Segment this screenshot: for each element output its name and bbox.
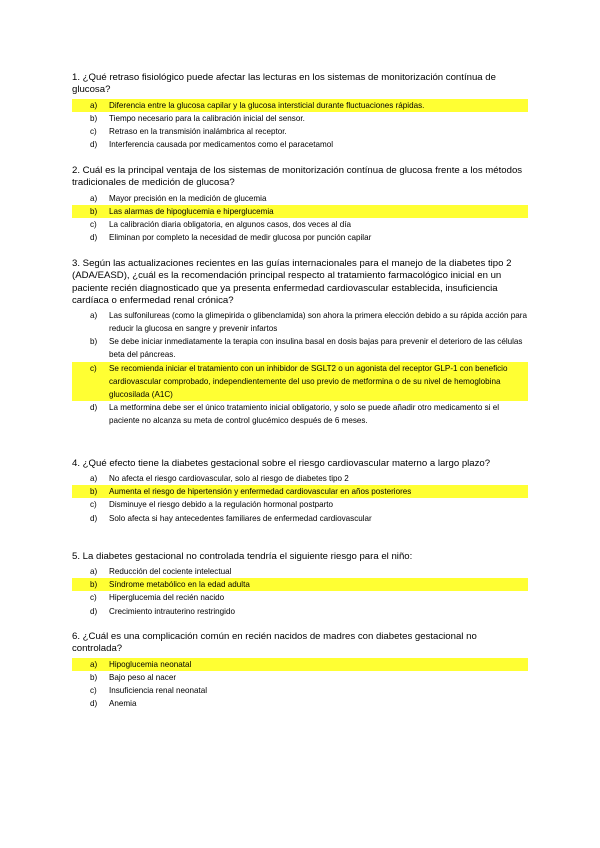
option-label: b) <box>90 337 98 347</box>
option-6b <box>72 671 528 684</box>
question-1-options <box>72 99 528 151</box>
question-3 <box>72 258 528 427</box>
option-label: d) <box>90 513 98 523</box>
option-label: d) <box>90 698 98 708</box>
option-text: Solo afecta si hay antecedentes familiares de enfermedad cardiovascular <box>109 513 372 523</box>
option-text: La calibración diaria obligatoria, en algunos casos, dos veces al día <box>109 219 352 229</box>
option-label: d) <box>90 606 98 616</box>
option-text: La metformina debe ser el único tratamiento inicial obligatorio, y solo se puede añadir otro medicamento si el paciente no alcanza su meta de control glucémico después de 6 meses. <box>109 402 500 425</box>
question-5 <box>72 551 528 618</box>
question-5-options <box>72 565 528 617</box>
option-text: Crecimiento intrauterino restringido <box>109 606 235 616</box>
option-5c <box>72 591 528 604</box>
option-5a <box>72 565 528 578</box>
option-1c <box>72 125 528 138</box>
option-text: No afecta el riesgo cardiovascular, solo al riesgo de diabetes tipo 2 <box>109 474 349 484</box>
option-4c <box>72 498 528 511</box>
option-label: d) <box>90 139 98 149</box>
question-2 <box>72 165 528 244</box>
question-1-text: 1. ¿Qué retraso fisiológico puede afectar las lecturas en los sistemas de monitorización contínua de glucosa? <box>72 72 496 96</box>
option-label: a) <box>90 474 98 484</box>
question-3-text: 3. Según las actualizaciones recientes en las guías internacionales para el manejo de la diabetes tipo 2 (ADA/EASD), ¿cuál es la recomendación principal respecto al tratamiento farmacológico inicial en un paciente recién diagnosticado que ya presenta enfermedad cardiovascular establecida, insuficiencia cardíaca o enfermedad renal crónica? <box>72 258 512 306</box>
option-text: Disminuye el riesgo debido a la regulación hormonal postparto <box>109 500 334 510</box>
option-text: Eliminan por completo la necesidad de medir glucosa por punción capilar <box>109 232 372 242</box>
question-2-text: 2. Cuál es la principal ventaja de los sistemas de monitorización contínua de glucosa frente a los métodos tradicionales de medición de glucosa? <box>72 165 523 189</box>
option-text: Las sulfonilureas (como la glimepirida o glibenclamida) son ahora la primera elección debido a su rápida acción para reducir la glucosa en sangre y prevenir infartos <box>109 311 527 334</box>
option-label: d) <box>90 232 98 242</box>
option-text: Hiperglucemia del recién nacido <box>109 593 225 603</box>
option-text: Se debe iniciar inmediatamente la terapia con insulina basal en dosis bajas para prevenir el deterioro de las células beta del páncreas. <box>109 337 523 360</box>
option-label: c) <box>90 685 97 695</box>
option-label: a) <box>90 193 98 203</box>
option-4d <box>72 512 528 525</box>
option-text: Diferencia entre la glucosa capilar y la glucosa intersticial durante fluctuaciones rápidas. <box>109 100 425 110</box>
option-2d <box>72 231 528 244</box>
option-text: Aumenta el riesgo de hipertensión y enfermedad cardiovascular en años posteriores <box>109 487 412 497</box>
question-2-options <box>72 192 528 244</box>
option-2b <box>72 205 528 218</box>
option-3b <box>72 335 528 361</box>
question-6-options <box>72 658 528 710</box>
option-text: Se recomienda iniciar el tratamiento con un inhibidor de SGLT2 o un agonista del receptor GLP-1 con beneficio cardiovascular comprobado, independientemente del uso previo de metformina o de su nivel de hemoglobina glucosilada (A1C) <box>109 363 508 399</box>
option-3c <box>72 362 528 401</box>
option-1d <box>72 138 528 151</box>
option-label: b) <box>90 672 98 682</box>
option-text: Las alarmas de hipoglucemia e hiperglucemia <box>109 206 274 216</box>
question-6 <box>72 631 528 710</box>
option-4b <box>72 485 528 498</box>
option-6d <box>72 697 528 710</box>
question-5-text: 5. La diabetes gestacional no controlada tendría el siguiente riesgo para el niño: <box>72 551 413 562</box>
option-text: Insuficiencia renal neonatal <box>109 685 208 695</box>
option-2c <box>72 218 528 231</box>
question-4-options <box>72 472 528 524</box>
option-label: a) <box>90 567 98 577</box>
option-text: Anemia <box>109 698 137 708</box>
option-3a <box>72 309 528 335</box>
option-text: Tiempo necesario para la calibración inicial del sensor. <box>109 113 305 123</box>
option-1b <box>72 112 528 125</box>
option-label: c) <box>90 500 97 510</box>
option-2a <box>72 192 528 205</box>
option-text: Síndrome metabólico en la edad adulta <box>109 580 250 590</box>
option-label: c) <box>90 126 97 136</box>
question-4-text: 4. ¿Qué efecto tiene la diabetes gestacional sobre el riesgo cardiovascular materno a largo plazo? <box>72 458 491 469</box>
option-label: c) <box>90 593 97 603</box>
option-6c <box>72 684 528 697</box>
question-3-options <box>72 309 528 427</box>
option-label: d) <box>90 402 98 412</box>
option-label: b) <box>90 113 98 123</box>
option-1a <box>72 99 528 112</box>
option-text: Mayor precisión en la medición de glucemia <box>109 193 267 203</box>
option-text: Retraso en la transmisión inalámbrica al receptor. <box>109 126 287 136</box>
option-text: Bajo peso al nacer <box>109 672 177 682</box>
option-5b <box>72 578 528 591</box>
option-label: c) <box>90 219 97 229</box>
option-text: Reducción del cociente intelectual <box>109 567 232 577</box>
option-label: a) <box>90 658 107 671</box>
question-1 <box>72 72 528 151</box>
option-text: Hipoglucemia neonatal <box>109 659 192 669</box>
option-text: Interferencia causada por medicamentos como el paracetamol <box>109 139 334 149</box>
option-4a <box>72 472 528 485</box>
option-label: a) <box>90 99 107 112</box>
option-5d <box>72 605 528 618</box>
option-label: b) <box>90 205 107 218</box>
option-label: a) <box>90 311 98 321</box>
option-label: b) <box>90 578 107 591</box>
option-6a <box>72 658 528 671</box>
question-6-text: 6. ¿Cuál es una complicación común en recién nacidos de madres con diabetes gestacional no controlada? <box>72 631 477 655</box>
question-4 <box>72 458 528 525</box>
option-label: b) <box>90 485 107 498</box>
option-label: c) <box>90 362 107 375</box>
option-3d <box>72 401 528 427</box>
